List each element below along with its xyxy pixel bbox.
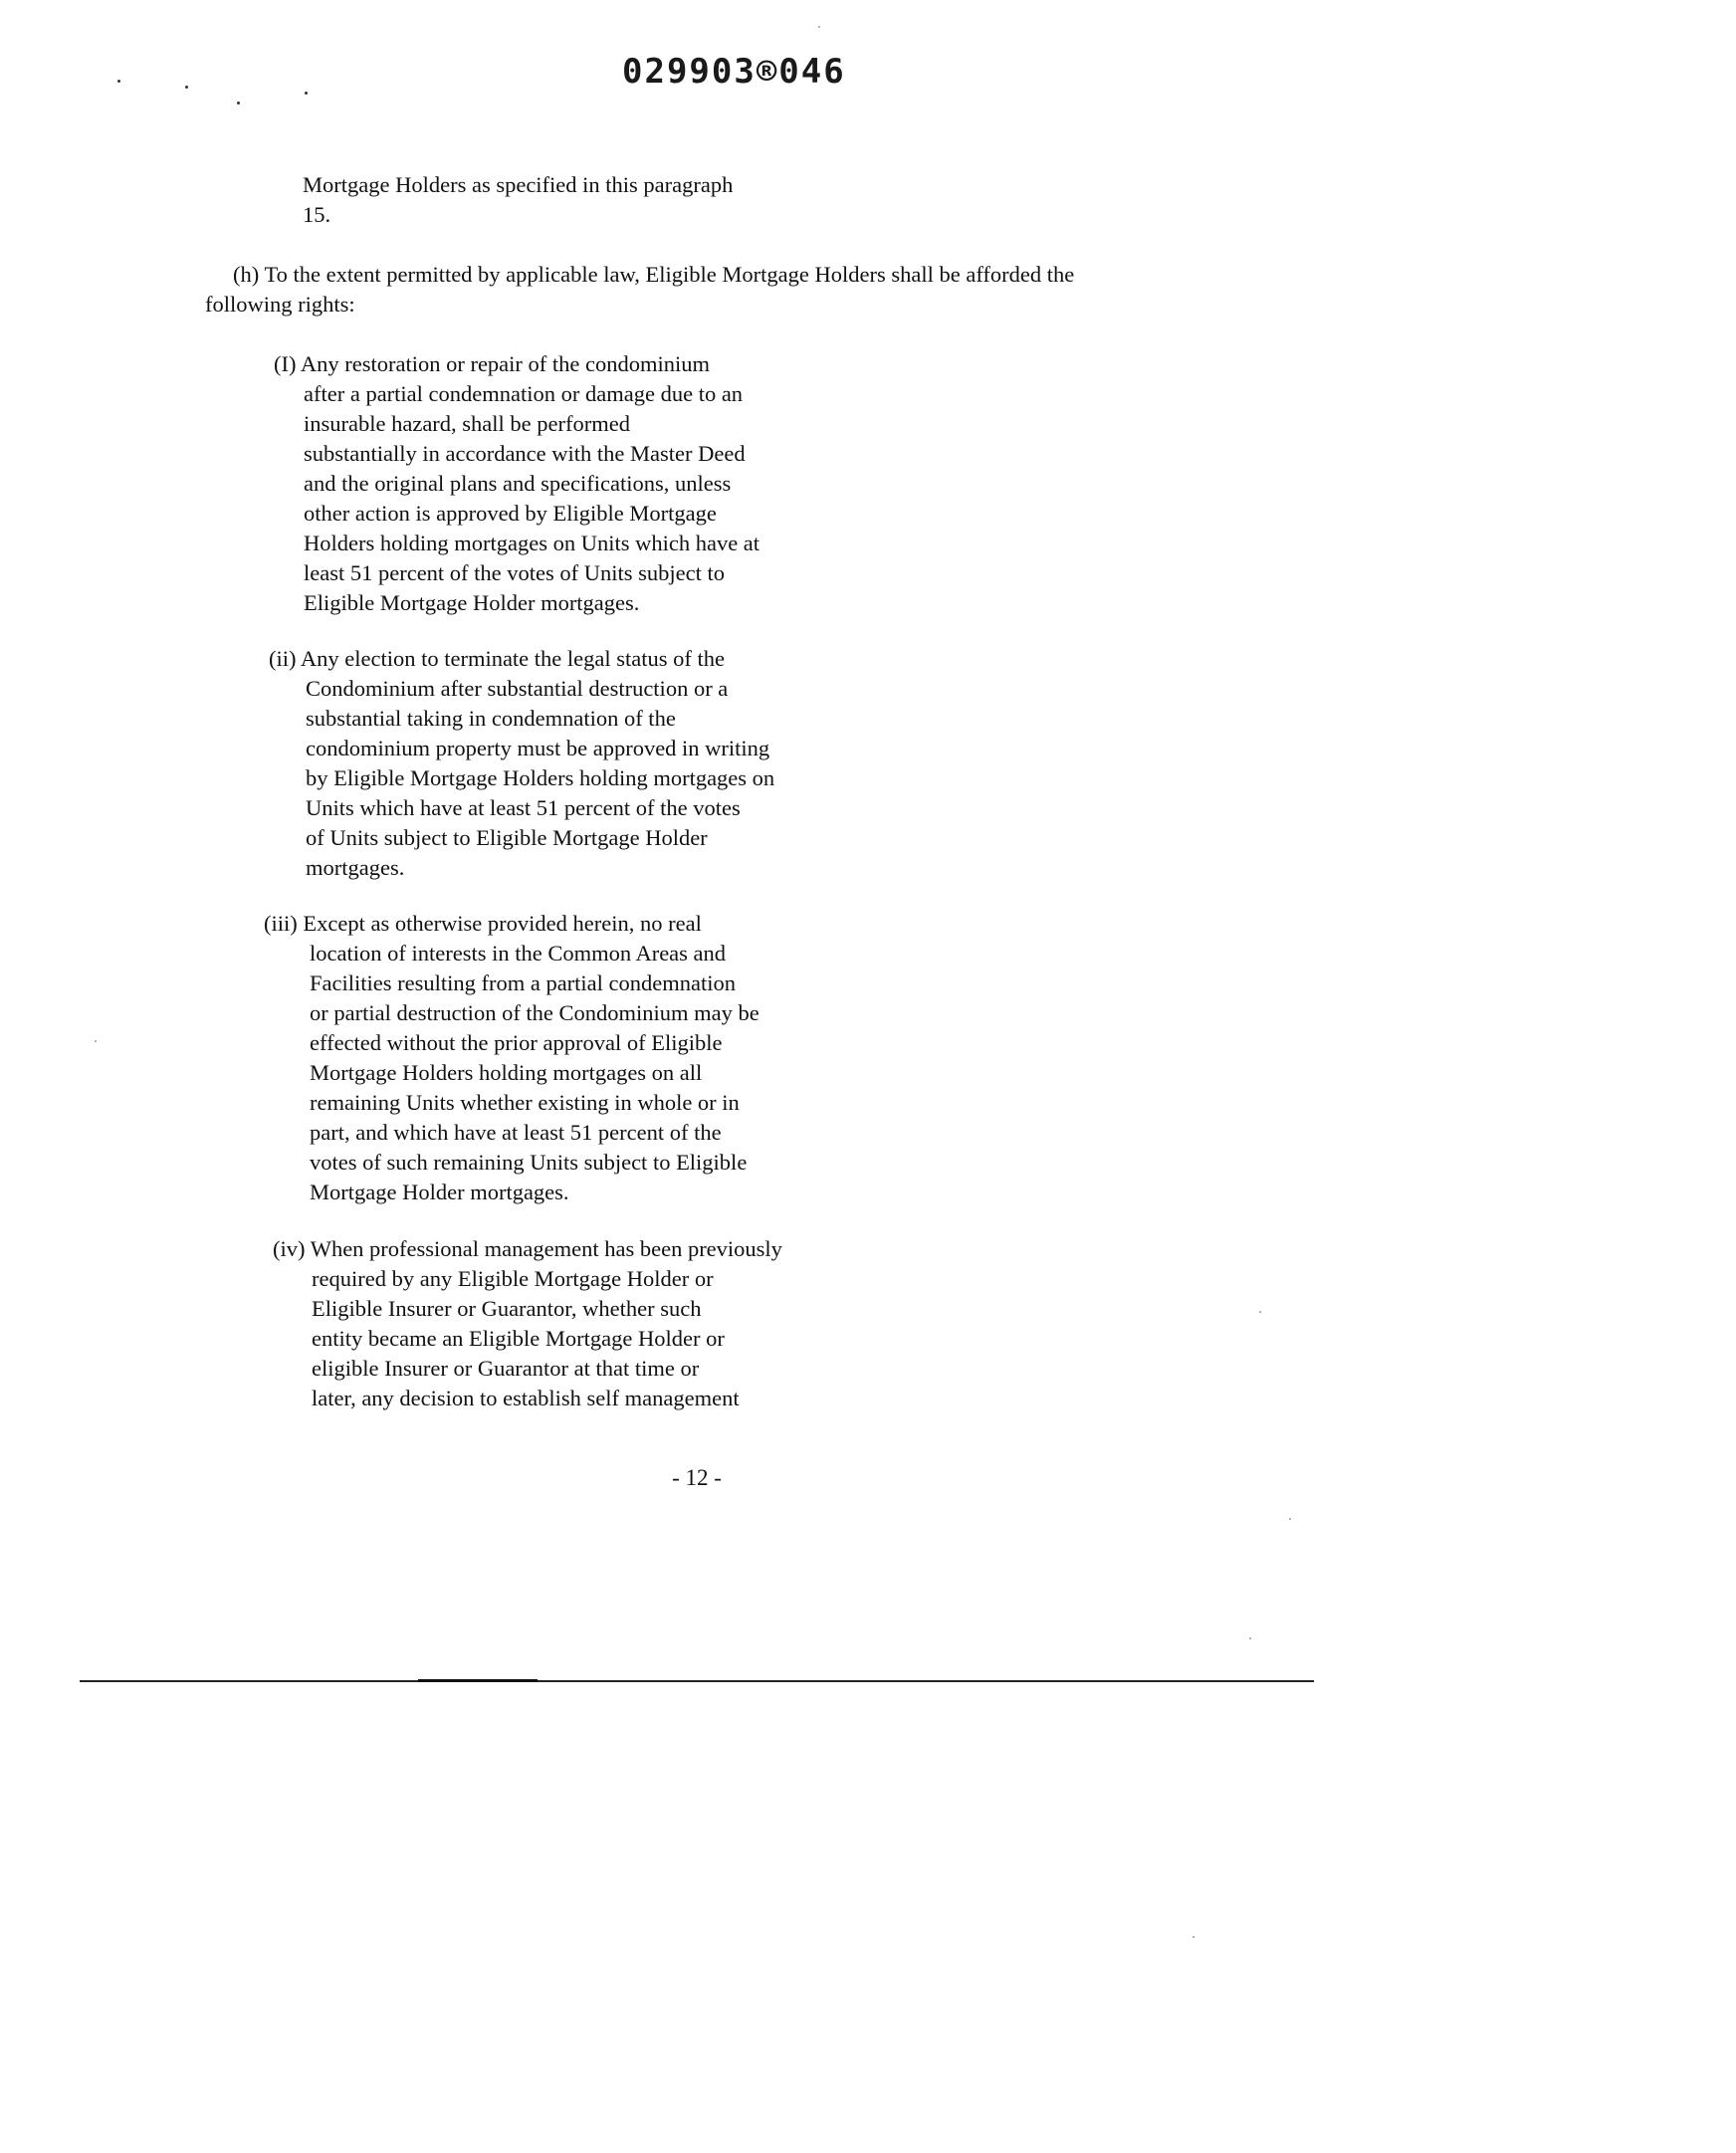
scan-speck <box>237 102 240 105</box>
paragraph-h <box>205 260 1075 320</box>
text-line: remaining Units whether existing in whole or in <box>310 1090 740 1115</box>
text-line: Eligible Mortgage Holder mortgages. <box>304 590 640 615</box>
text-line: eligible Insurer or Guarantor at that time or <box>312 1356 700 1381</box>
text-line: condominium property must be approved in writing <box>306 736 770 760</box>
scan-speck <box>818 26 820 28</box>
scan-speck <box>95 1040 97 1042</box>
scan-edge-rule <box>80 1680 1314 1682</box>
text-line: Holders holding mortgages on Units which have at <box>304 531 760 555</box>
text-line: substantially in accordance with the Master Deed <box>304 441 746 466</box>
text-line: following rights: <box>205 292 355 317</box>
text-line: 15. <box>303 202 331 227</box>
text-line: required by any Eligible Mortgage Holder or <box>312 1266 714 1291</box>
item-iv <box>273 1234 782 1413</box>
scan-speck <box>185 86 188 89</box>
scan-speck <box>117 80 120 83</box>
page-number: - 12 - <box>672 1465 722 1490</box>
item-first-line: (iii) Except as otherwise provided herein, no real <box>264 911 702 936</box>
text-line: Mortgage Holder mortgages. <box>310 1180 569 1204</box>
document-stamp-number: 029903®046 <box>622 52 846 92</box>
scan-speck <box>1249 1637 1251 1639</box>
text-line: Units which have at least 51 percent of the votes <box>306 795 741 820</box>
text-line: Facilities resulting from a partial condemnation <box>310 970 737 995</box>
text-line: Mortgage Holders as specified in this paragraph <box>303 172 734 197</box>
text-line: insurable hazard, shall be performed <box>304 411 630 436</box>
text-line: Condominium after substantial destruction or a <box>306 676 729 701</box>
item-first-line: (iv) When professional management has been previously <box>273 1236 782 1261</box>
item-i <box>274 349 760 618</box>
text-line: entity became an Eligible Mortgage Holder or <box>312 1326 725 1351</box>
text-line: (h) To the extent permitted by applicable law, Eligible Mortgage Holders shall be afforded the <box>233 262 1075 287</box>
item-first-line: (ii) Any election to terminate the legal status of the <box>269 646 725 671</box>
scan-speck <box>1193 1936 1194 1938</box>
scan-speck <box>1289 1518 1291 1520</box>
item-first-line: (I) Any restoration or repair of the condominium <box>274 351 711 376</box>
text-line: location of interests in the Common Areas and <box>310 941 727 966</box>
text-line: Mortgage Holders holding mortgages on all <box>310 1060 703 1085</box>
text-line: mortgages. <box>306 855 405 880</box>
text-line: part, and which have at least 51 percent of the <box>310 1120 722 1145</box>
scan-speck <box>305 92 308 95</box>
text-line: votes of such remaining Units subject to Eligible <box>310 1150 748 1175</box>
text-line: after a partial condemnation or damage due to an <box>304 381 744 406</box>
text-line: or partial destruction of the Condominium may be <box>310 1000 760 1025</box>
text-line: least 51 percent of the votes of Units subject to <box>304 560 726 585</box>
text-line: substantial taking in condemnation of the <box>306 706 676 731</box>
scan-speck <box>1259 1311 1261 1313</box>
scan-edge-rule-thick <box>418 1679 538 1682</box>
text-line: Eligible Insurer or Guarantor, whether such <box>312 1296 702 1321</box>
continuation-paragraph <box>303 170 733 230</box>
text-line: other action is approved by Eligible Mortgage <box>304 501 717 526</box>
text-line: and the original plans and specifications, unless <box>304 471 732 496</box>
item-ii <box>269 644 774 883</box>
text-line: of Units subject to Eligible Mortgage Holder <box>306 825 708 850</box>
text-line: later, any decision to establish self management <box>312 1386 740 1410</box>
item-iii <box>264 909 760 1207</box>
text-line: effected without the prior approval of Eligible <box>310 1030 723 1055</box>
text-line: by Eligible Mortgage Holders holding mortgages on <box>306 765 775 790</box>
